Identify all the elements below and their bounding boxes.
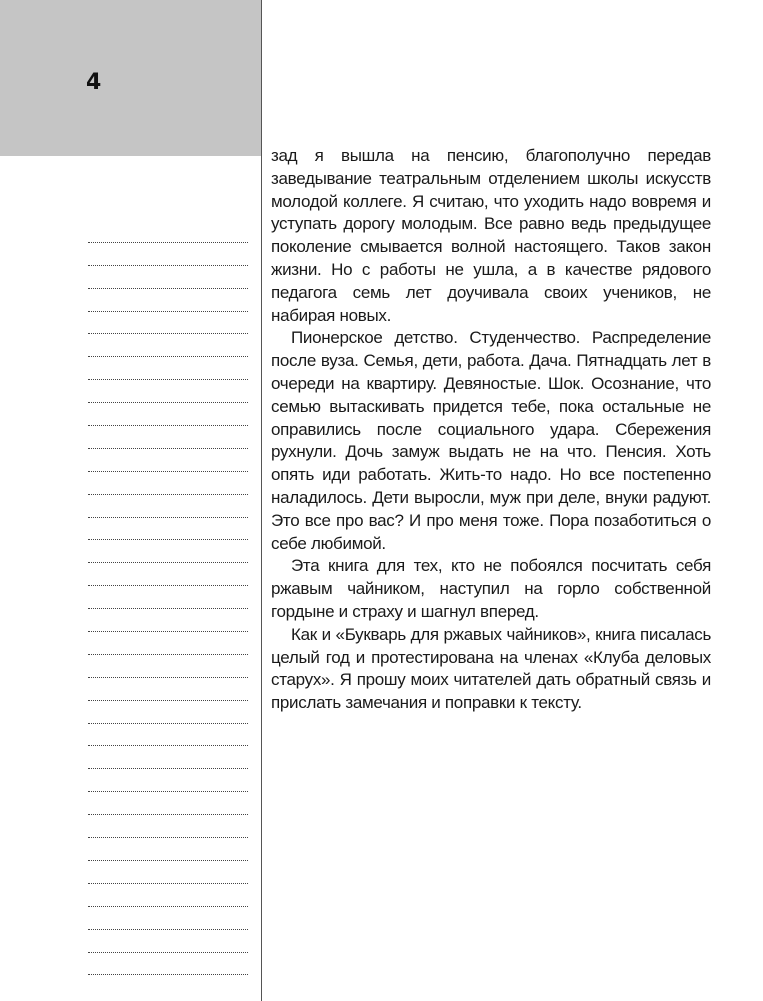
note-line xyxy=(88,887,248,910)
note-line xyxy=(88,749,248,772)
note-line xyxy=(88,498,248,521)
note-line xyxy=(88,956,248,979)
note-line xyxy=(88,841,248,864)
note-line xyxy=(88,681,248,704)
note-line xyxy=(88,933,248,956)
notes-area xyxy=(88,223,248,978)
note-line xyxy=(88,429,248,452)
body-text xyxy=(271,145,711,715)
note-line xyxy=(88,475,248,498)
note-line xyxy=(88,521,248,544)
note-line xyxy=(88,864,248,887)
note-line xyxy=(88,292,248,315)
note-line xyxy=(88,383,248,406)
paragraph-4: Как и «Букварь для ржавых чайников», книга писалась целый год и протестирована на членах «Клуба деловых старух». Я прошу моих читателей дать обратный связь и прислать замечания и поправки к тексту. xyxy=(271,624,711,713)
note-line xyxy=(88,360,248,383)
paragraph-2: Пионерское детство. Студенчество. Распределение после вуза. Семья, дети, работа. Дача. Пятнадцать лет в очереди на квартиру. Девяностые. Шок. Осознание, что семью вытаскивать придется тебе, пока остальные не оправились после социального удара. Сбережения рухнули. Дочь замуж выдать не на что. Пенсия. Хоть опять иди работать. Жить-то надо. Но все постепенно наладилось. Дети выросли, муж при деле, внуки радуют. Это все про вас? И про меня тоже. Пора позаботиться о себе любимой. xyxy=(271,328,711,553)
note-line xyxy=(88,543,248,566)
paragraph-3: Эта книга для тех, кто не побоялся посчитать себя ржавым чайником, наступил на горло собственной гордыне и страху и шагнул вперед. xyxy=(271,556,711,621)
note-line xyxy=(88,269,248,292)
note-line xyxy=(88,772,248,795)
note-line xyxy=(88,452,248,475)
note-line xyxy=(88,406,248,429)
note-line xyxy=(88,704,248,727)
note-line xyxy=(88,315,248,338)
note-line xyxy=(88,795,248,818)
page-number: 4 xyxy=(86,70,102,95)
note-line xyxy=(88,910,248,933)
note-line xyxy=(88,223,248,246)
note-line xyxy=(88,818,248,841)
header-block xyxy=(0,0,261,156)
note-line xyxy=(88,612,248,635)
note-line xyxy=(88,566,248,589)
note-line xyxy=(88,246,248,269)
note-line xyxy=(88,635,248,658)
note-line xyxy=(88,337,248,360)
column-divider xyxy=(261,0,262,1001)
note-line xyxy=(88,727,248,750)
note-line xyxy=(88,658,248,681)
paragraph-1: зад я вышла на пенсию, благополучно передав заведывание театральным отделением школы искусств молодой коллеге. Я считаю, что уходить надо вовремя и уступать дорогу молодым. Все равно ведь предыдущее поколение смывается волной настоящего. Таков закон жизни. Но с работы не ушла, а в качестве рядового педагога семь лет доучивала своих учеников, не набирая новых. xyxy=(271,146,711,325)
note-line xyxy=(88,589,248,612)
